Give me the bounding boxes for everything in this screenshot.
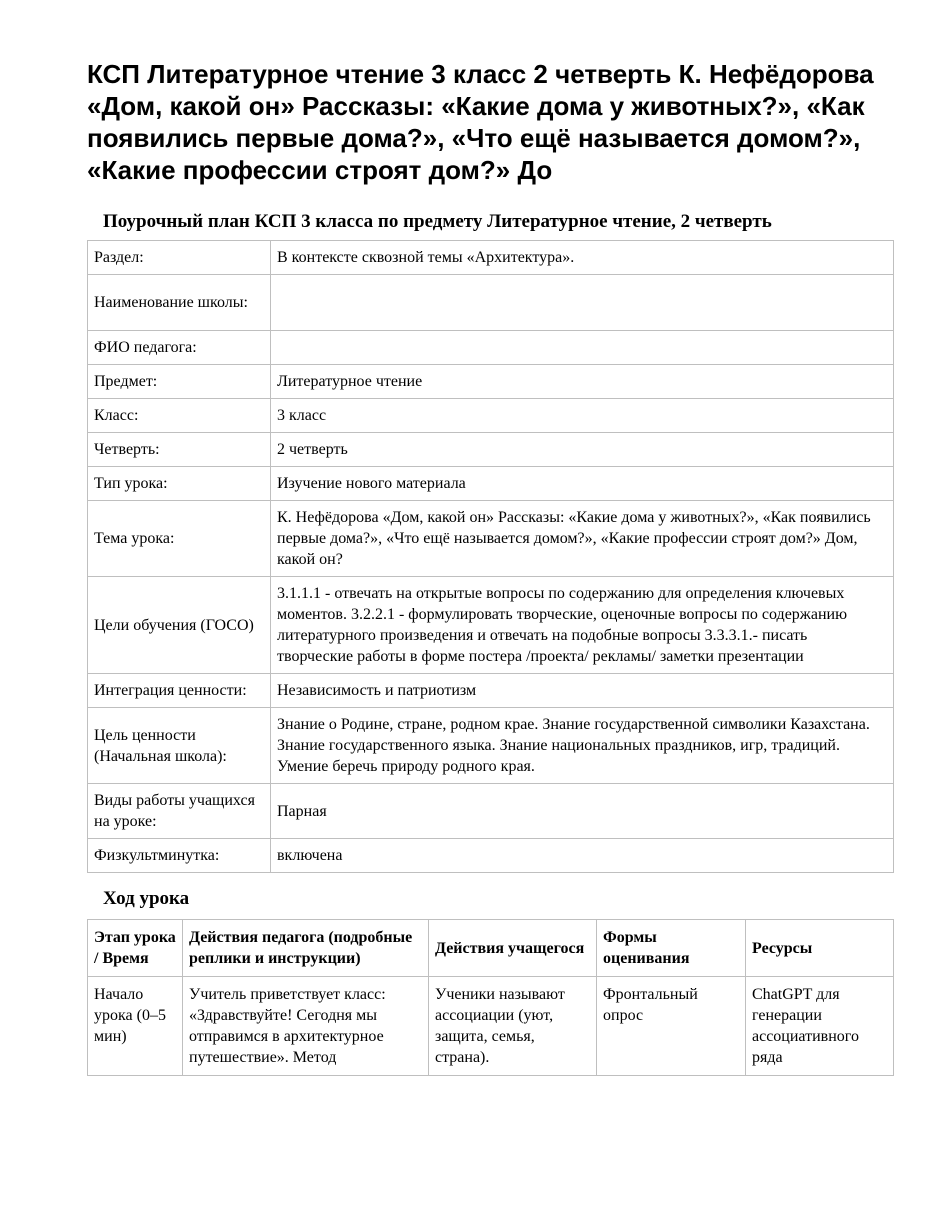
header-resources: Ресурсы bbox=[746, 920, 894, 977]
info-value: включена bbox=[271, 839, 894, 873]
info-value: Парная bbox=[271, 784, 894, 839]
cell-teacher-actions: Учитель приветствует класс: «Здравствуйте! Сегодня мы отправимся в архитектурное путешествие». Метод bbox=[183, 977, 429, 1076]
info-label: ФИО педагога: bbox=[88, 331, 271, 365]
info-value: Знание о Родине, стране, родном крае. Знание государственной символики Казахстана. Знание государственного языка. Знание национальных праздников, игр, традиций. Умение беречь природу родного края. bbox=[271, 708, 894, 784]
header-teacher-actions: Действия педагога (подробные реплики и инструкции) bbox=[183, 920, 429, 977]
info-value bbox=[271, 331, 894, 365]
document-title: КСП Литературное чтение 3 класс 2 четверть К. Нефёдорова «Дом, какой он» Рассказы: «Какие дома у животных?», «Как появились первые дома?», «Что ещё называется домом?», «Какие профессии строят дом?» До bbox=[87, 59, 874, 185]
lesson-progress-heading: Ход урока bbox=[103, 888, 190, 909]
table-row bbox=[88, 977, 894, 1076]
header-student-actions: Действия учащегося bbox=[429, 920, 597, 977]
lesson-progress-table bbox=[87, 919, 894, 1076]
info-row-quarter bbox=[88, 433, 894, 467]
info-row-school-name bbox=[88, 275, 894, 331]
cell-assessment-forms: Фронтальный опрос bbox=[597, 977, 746, 1076]
header-assessment-forms: Формы оценивания bbox=[597, 920, 746, 977]
info-label: Тема урока: bbox=[88, 501, 271, 577]
info-label: Четверть: bbox=[88, 433, 271, 467]
info-value: 2 четверть bbox=[271, 433, 894, 467]
header-stage-time: Этап урока / Время bbox=[88, 920, 183, 977]
info-value: Литературное чтение bbox=[271, 365, 894, 399]
info-label: Тип урока: bbox=[88, 467, 271, 501]
info-row-lesson-type bbox=[88, 467, 894, 501]
info-row-lesson-topic bbox=[88, 501, 894, 577]
info-label: Наименование школы: bbox=[88, 275, 271, 331]
info-label: Раздел: bbox=[88, 241, 271, 275]
info-row-teacher-name bbox=[88, 331, 894, 365]
info-row-physical-break bbox=[88, 839, 894, 873]
info-value bbox=[271, 275, 894, 331]
info-value: В контексте сквозной темы «Архитектура». bbox=[271, 241, 894, 275]
info-row-values-goal bbox=[88, 708, 894, 784]
info-value: 3.1.1.1 - отвечать на открытые вопросы по содержанию для определения ключевых моментов. 3.2.2.1 - формулировать творческие, оценочные вопросы по содержанию литературного произведения и отвечать на подобные вопросы 3.3.3.1.- писать творческие работы в форме постера /проекта/ рекламы/ заметки презентации bbox=[271, 577, 894, 674]
info-label: Физкультминутка: bbox=[88, 839, 271, 873]
info-value: Изучение нового материала bbox=[271, 467, 894, 501]
info-label: Цели обучения (ГОСО) bbox=[88, 577, 271, 674]
info-row-learning-objectives bbox=[88, 577, 894, 674]
info-label: Цель ценности (Начальная школа): bbox=[88, 708, 271, 784]
info-value: 3 класс bbox=[271, 399, 894, 433]
info-value: К. Нефёдорова «Дом, какой он» Рассказы: «Какие дома у животных?», «Как появились первые дома?», «Что ещё называется домом?», «Какие профессии строят дом?» Дом, какой он? bbox=[271, 501, 894, 577]
info-value: Независимость и патриотизм bbox=[271, 674, 894, 708]
cell-stage-time: Начало урока (0–5 мин) bbox=[88, 977, 183, 1076]
info-row-grade bbox=[88, 399, 894, 433]
info-label: Виды работы учащихся на уроке: bbox=[88, 784, 271, 839]
info-label: Класс: bbox=[88, 399, 271, 433]
info-label: Интеграция ценности: bbox=[88, 674, 271, 708]
lesson-info-table bbox=[87, 240, 894, 873]
info-label: Предмет: bbox=[88, 365, 271, 399]
info-row-work-types bbox=[88, 784, 894, 839]
plan-heading: Поурочный план КСП 3 класса по предмету Литературное чтение, 2 четверть bbox=[103, 211, 772, 232]
info-row-section bbox=[88, 241, 894, 275]
cell-resources: ChatGPT для генерации ассоциативного ряда bbox=[746, 977, 894, 1076]
lesson-table-header-row bbox=[88, 920, 894, 977]
document-page bbox=[87, 58, 893, 1076]
info-row-values-integration bbox=[88, 674, 894, 708]
cell-student-actions: Ученики называют ассоциации (уют, защита, семья, страна). bbox=[429, 977, 597, 1076]
info-row-subject bbox=[88, 365, 894, 399]
